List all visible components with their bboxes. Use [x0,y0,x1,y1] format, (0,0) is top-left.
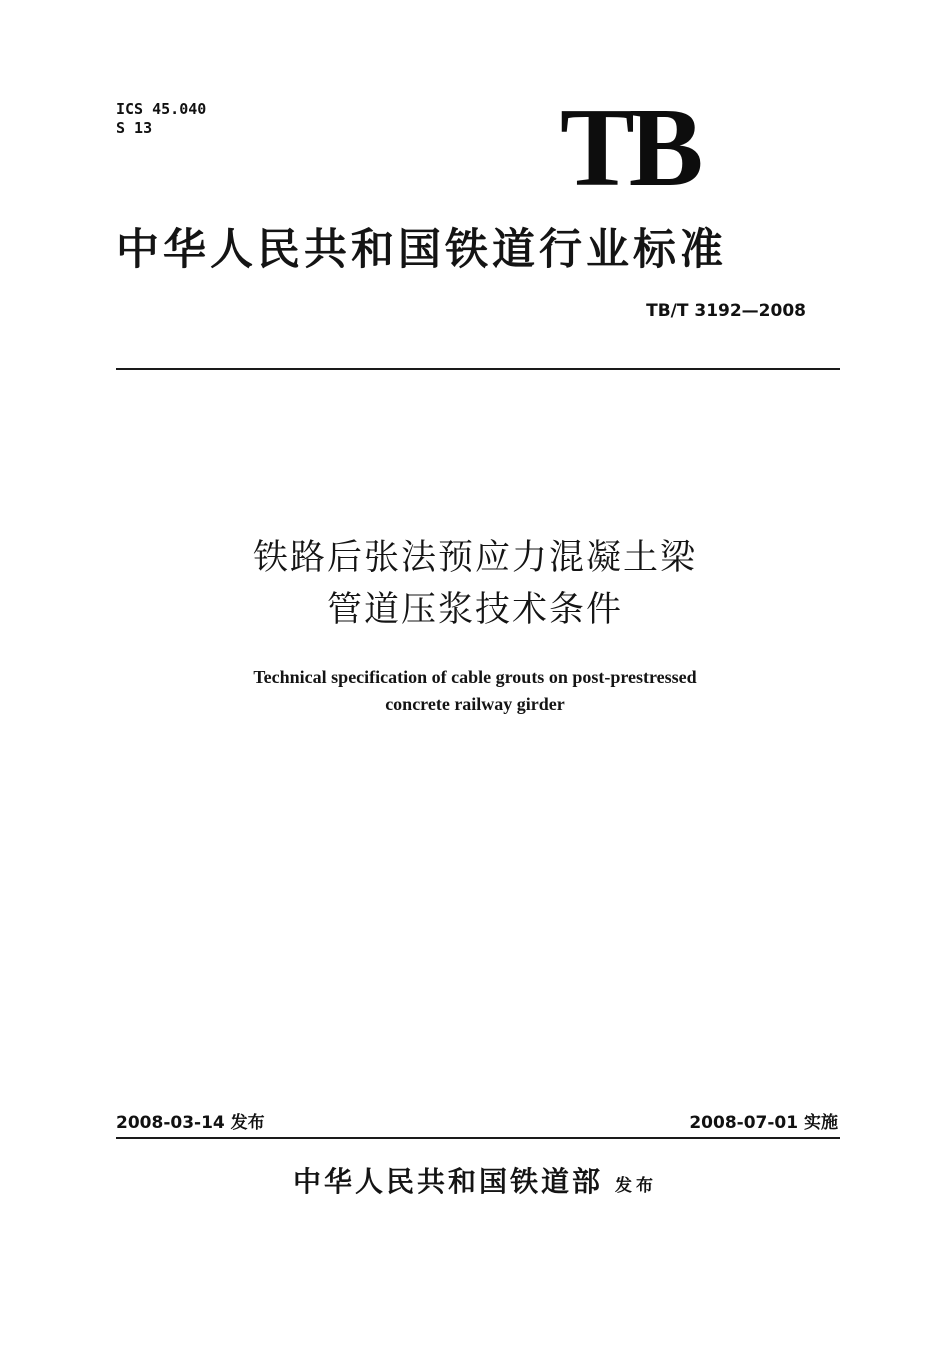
standard-category-title: 中华人民共和国铁道行业标准 [116,225,727,275]
effective-date: 2008-07-01 实施 [689,1113,838,1133]
issuer-line [0,1160,950,1204]
english-title-line-1: Technical specification of cable grouts on post-prestressed [253,667,697,687]
issuer-name: 中华人民共和国铁道部 [292,1165,603,1198]
top-divider [116,368,840,370]
tb-logo: TB [560,86,698,210]
ccs-code: S 13 [116,119,153,137]
bottom-divider [116,1137,840,1139]
english-title [0,664,950,718]
issuer-suffix: 发布 [615,1176,657,1196]
classification-codes [116,100,206,138]
english-title-line-2: concrete railway girder [385,694,565,714]
issue-date: 2008-03-14 发布 [116,1113,265,1133]
chinese-title-line-1: 铁路后张法预应力混凝土梁 [252,538,697,578]
ics-code: ICS 45.040 [116,100,207,118]
standard-number: TB/T 3192—2008 [646,301,806,321]
chinese-title [0,532,950,636]
chinese-title-line-2: 管道压浆技术条件 [326,590,623,630]
